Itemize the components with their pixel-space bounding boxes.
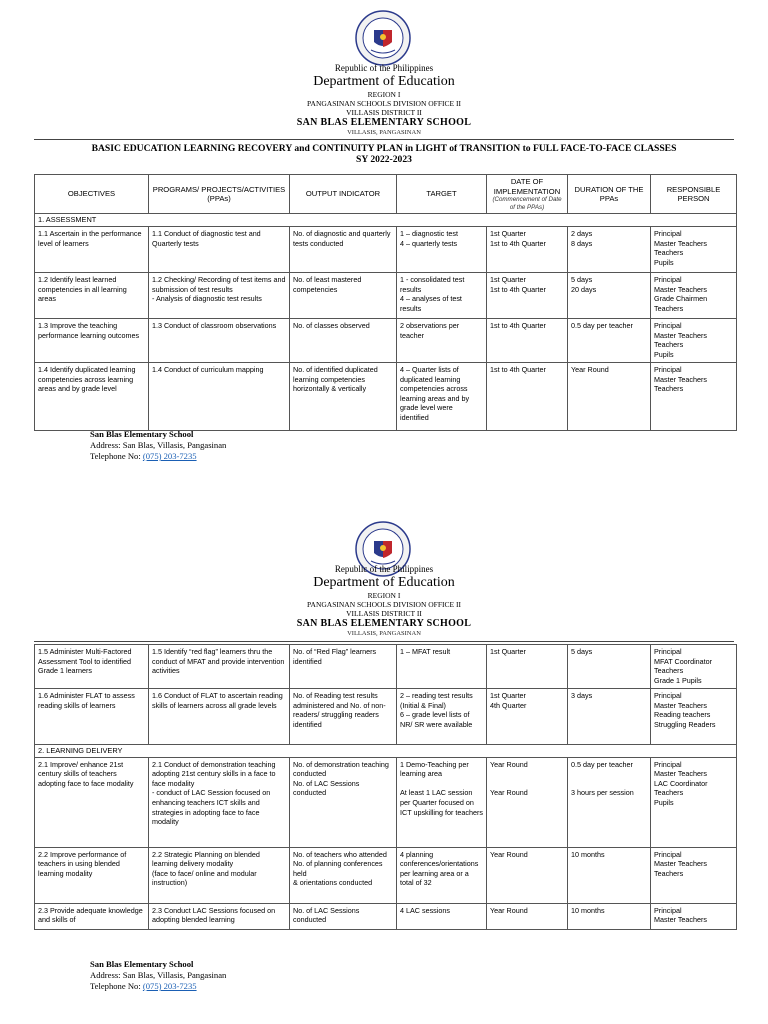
footer-school-name: San Blas Elementary School bbox=[90, 429, 194, 439]
cell-output: No. of diagnostic and quarterly tests conducted bbox=[290, 226, 397, 272]
col-date-label: DATE OF IMPLEMENTATION bbox=[493, 177, 561, 196]
department-name: Department of Education bbox=[313, 575, 455, 590]
cell-date: Year Round bbox=[487, 903, 568, 929]
col-date bbox=[487, 175, 568, 214]
cell-target: 4 planning conferences/orientations per learning area or a total of 32 bbox=[397, 847, 487, 903]
cell-target: 1 – diagnostic test 4 – quarterly tests bbox=[397, 226, 487, 272]
cell-ppa: 2.3 Conduct LAC Sessions focused on adopting blended learning bbox=[149, 903, 290, 929]
cell-output: No. of teachers who attended No. of planning conferences held & orientations conducted bbox=[290, 847, 397, 903]
header-divider bbox=[34, 641, 734, 642]
cell-duration: 0.5 day per teacher bbox=[568, 318, 651, 362]
cell-output: No. of least mastered competencies bbox=[290, 272, 397, 318]
cell-person: Principal Master Teachers Teachers Pupils bbox=[651, 318, 737, 362]
col-person: RESPONSIBLE PERSON bbox=[651, 175, 737, 214]
document-page-1 bbox=[0, 0, 768, 500]
cell-duration: 5 days bbox=[568, 645, 651, 689]
cell-ppa: 1.6 Conduct of FLAT to ascertain reading skills of learners across all grade levels bbox=[149, 689, 290, 745]
page-footer bbox=[90, 429, 226, 462]
cell-output: No. of LAC Sessions conducted bbox=[290, 903, 397, 929]
republic-label: Republic of the Philippines bbox=[334, 63, 434, 73]
cell-date: 1st to 4th Quarter bbox=[487, 318, 568, 362]
cell-ppa: 2.2 Strategic Planning on blended learning delivery modality (face to face/ online and modular instruction) bbox=[149, 847, 290, 903]
table-row bbox=[35, 318, 737, 362]
cell-duration: 5 days 20 days bbox=[568, 272, 651, 318]
cell-ppa: 1.4 Conduct of curriculum mapping bbox=[149, 362, 290, 430]
letterhead bbox=[0, 63, 768, 137]
district-label: VILLASIS DISTRICT II bbox=[346, 609, 422, 618]
table-row bbox=[35, 689, 737, 745]
cell-target: 2 observations per teacher bbox=[397, 318, 487, 362]
footer-address: Address: San Blas, Villasis, Pangasinan bbox=[90, 970, 227, 980]
table-row bbox=[35, 757, 737, 847]
table-row bbox=[35, 226, 737, 272]
cell-target: 2 – reading test results (Initial & Final) 6 – grade level lists of NR/ SR were available bbox=[397, 689, 487, 745]
cell-date: 1st Quarter 4th Quarter bbox=[487, 689, 568, 745]
telephone-label: Telephone No: bbox=[90, 451, 141, 461]
town-label: VILLASIS, PANGASINAN bbox=[347, 630, 421, 637]
cell-target: 1 Demo-Teaching per learning area At least 1 LAC session per Quarter focused on ICT upskilling for teachers bbox=[397, 757, 487, 847]
cell-duration: 10 months bbox=[568, 903, 651, 929]
col-output: OUTPUT INDICATOR bbox=[290, 175, 397, 214]
footer-school-name: San Blas Elementary School bbox=[90, 959, 194, 969]
section-row bbox=[35, 214, 737, 227]
cell-date: 1st Quarter 1st to 4th Quarter bbox=[487, 272, 568, 318]
cell-person: Principal Master Teachers LAC Coordinator Teachers Pupils bbox=[651, 757, 737, 847]
school-name: SAN BLAS ELEMENTARY SCHOOL bbox=[296, 117, 472, 128]
cell-target: 1 – MFAT result bbox=[397, 645, 487, 689]
cell-target: 4 LAC sessions bbox=[397, 903, 487, 929]
cell-duration: 2 days 8 days bbox=[568, 226, 651, 272]
header-divider bbox=[34, 139, 734, 140]
school-year: SY 2022-2023 bbox=[356, 154, 412, 165]
division-label: PANGASINAN SCHOOLS DIVISION OFFICE II bbox=[307, 600, 461, 609]
cell-date: Year Round bbox=[487, 847, 568, 903]
cell-ppa: 1.1 Conduct of diagnostic test and Quarterly tests bbox=[149, 226, 290, 272]
telephone-link[interactable]: (075) 203-7235 bbox=[142, 451, 197, 461]
footer-telephone bbox=[90, 451, 226, 462]
plan-table-page-2 bbox=[34, 644, 737, 930]
district-label: VILLASIS DISTRICT II bbox=[346, 108, 422, 117]
cell-objective: 2.1 Improve/ enhance 21st century skills of teachers adopting face to face modality bbox=[35, 757, 149, 847]
cell-output: No. of demonstration teaching conducted No. of LAC Sessions conducted bbox=[290, 757, 397, 847]
cell-output: No. of identified duplicated learning competencies horizontally & vertically bbox=[290, 362, 397, 430]
town-label: VILLASIS, PANGASINAN bbox=[347, 129, 421, 136]
department-name: Department of Education bbox=[313, 74, 455, 89]
cell-objective: 1.5 Administer Multi-Factored Assessment Tool to identified Grade 1 learners bbox=[35, 645, 149, 689]
cell-objective: 1.4 Identify duplicated learning competencies across learning areas and by grade level bbox=[35, 362, 149, 430]
cell-person: Principal Master Teachers Teachers bbox=[651, 847, 737, 903]
col-target: TARGET bbox=[397, 175, 487, 214]
cell-date: Year Round Year Round bbox=[487, 757, 568, 847]
col-ppas: PROGRAMS/ PROJECTS/ACTIVITIES (PPAs) bbox=[149, 175, 290, 214]
footer-address: Address: San Blas, Villasis, Pangasinan bbox=[90, 440, 227, 450]
telephone-link[interactable]: (075) 203-7235 bbox=[142, 981, 197, 991]
cell-ppa: 1.2 Checking/ Recording of test items and submission of test results - Analysis of diagnostic test results bbox=[149, 272, 290, 318]
cell-duration: Year Round bbox=[568, 362, 651, 430]
col-objectives: OBJECTIVES bbox=[35, 175, 149, 214]
section-row bbox=[35, 745, 737, 758]
cell-duration: 3 days bbox=[568, 689, 651, 745]
table-row bbox=[35, 847, 737, 903]
cell-objective: 1.2 Identify least learned competencies in all learning areas bbox=[35, 272, 149, 318]
cell-person: Principal Master Teachers Teachers Pupils bbox=[651, 226, 737, 272]
cell-person: Principal Master Teachers Reading teachers Struggling Readers bbox=[651, 689, 737, 745]
table-row bbox=[35, 272, 737, 318]
cell-objective: 1.3 Improve the teaching performance learning outcomes bbox=[35, 318, 149, 362]
cell-person: Principal Master Teachers Grade Chairmen Teachers bbox=[651, 272, 737, 318]
cell-objective: 2.2 Improve performance of teachers in using blended learning modality bbox=[35, 847, 149, 903]
col-date-note: (Commencement of Date of the PPAs) bbox=[492, 196, 562, 211]
division-label: PANGASINAN SCHOOLS DIVISION OFFICE II bbox=[307, 99, 461, 108]
region-label: REGION I bbox=[367, 591, 401, 600]
cell-person: Principal Master Teachers bbox=[651, 903, 737, 929]
cell-objective: 2.3 Provide adequate knowledge and skills of bbox=[35, 903, 149, 929]
region-label: REGION I bbox=[367, 90, 401, 99]
cell-objective: 1.1 Ascertain in the performance level of learners bbox=[35, 226, 149, 272]
letterhead bbox=[0, 564, 768, 638]
cell-date: 1st Quarter 1st to 4th Quarter bbox=[487, 226, 568, 272]
telephone-label: Telephone No: bbox=[90, 981, 141, 991]
cell-output: No. of Reading test results administered and No. of non-readers/ struggling readers identified bbox=[290, 689, 397, 745]
table-header-row bbox=[35, 175, 737, 214]
cell-duration: 10 months bbox=[568, 847, 651, 903]
cell-date: 1st to 4th Quarter bbox=[487, 362, 568, 430]
col-duration: DURATION OF THE PPAs bbox=[568, 175, 651, 214]
table-row bbox=[35, 645, 737, 689]
section-learning-delivery: 2. LEARNING DELIVERY bbox=[35, 745, 737, 758]
page-footer bbox=[90, 959, 226, 992]
cell-target: 4 – Quarter lists of duplicated learning competencies across learning areas and by grade level were identified bbox=[397, 362, 487, 430]
cell-date: 1st Quarter bbox=[487, 645, 568, 689]
deped-seal-icon bbox=[355, 10, 411, 66]
plan-title bbox=[0, 143, 768, 165]
cell-ppa: 2.1 Conduct of demonstration teaching adopting 21st century skills in a face to face modality - conduct of LAC Session focused on enhancing teachers ICT skills and strategies in adopting face to face modality bbox=[149, 757, 290, 847]
cell-objective: 1.6 Administer FLAT to assess reading skills of learners bbox=[35, 689, 149, 745]
document-page-2 bbox=[0, 515, 768, 1015]
table-row bbox=[35, 903, 737, 929]
cell-ppa: 1.3 Conduct of classroom observations bbox=[149, 318, 290, 362]
cell-ppa: 1.5 Identify “red flag” learners thru the conduct of MFAT and provide intervention activities bbox=[149, 645, 290, 689]
cell-duration: 0.5 day per teacher 3 hours per session bbox=[568, 757, 651, 847]
plan-title-text: BASIC EDUCATION LEARNING RECOVERY and CONTINUITY PLAN in LIGHT of TRANSITION to FULL FACE-TO-FACE CLASSES bbox=[91, 143, 677, 154]
cell-output: No. of classes observed bbox=[290, 318, 397, 362]
cell-target: 1 - consolidated test results 4 – analyses of test results bbox=[397, 272, 487, 318]
republic-label: Republic of the Philippines bbox=[334, 564, 434, 574]
footer-telephone bbox=[90, 981, 226, 992]
cell-person: Principal Master Teachers Teachers bbox=[651, 362, 737, 430]
section-assessment: 1. ASSESSMENT bbox=[35, 214, 737, 227]
plan-table-page-1 bbox=[34, 174, 737, 431]
cell-person: Principal MFAT Coordinator Teachers Grade 1 Pupils bbox=[651, 645, 737, 689]
cell-output: No. of “Red Flag” learners identified bbox=[290, 645, 397, 689]
table-row bbox=[35, 362, 737, 430]
school-name: SAN BLAS ELEMENTARY SCHOOL bbox=[296, 618, 472, 629]
